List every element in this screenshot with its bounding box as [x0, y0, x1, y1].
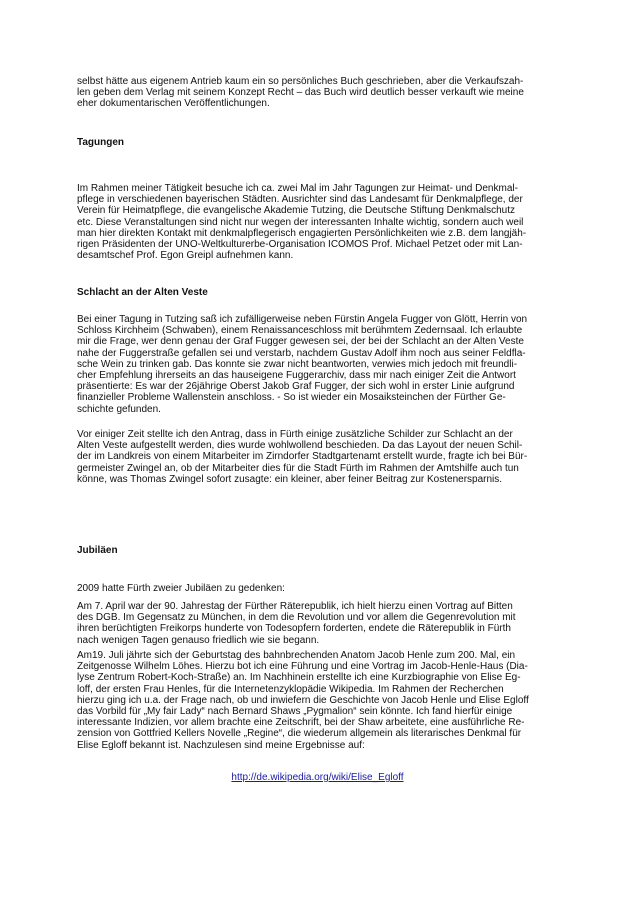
wikipedia-link-line [0, 772, 635, 783]
text-line: Schloss Kirchheim (Schwaben), einem Renaissanceschloss mit berühmtem Zedernsaal. Ich erlaubte [77, 325, 523, 337]
schlacht-paragraph-1 [77, 314, 577, 415]
heading-tagungen: Tagungen [77, 137, 125, 148]
text-line: pflege in verschiedenen bayerischen Städten. Ausrichter sind das Landesamt für Denkmalpflege, der [77, 194, 523, 206]
schlacht-paragraph-2 [77, 429, 577, 485]
text-line: etc. Diese Veranstaltungen sind nicht nur wegen der interessanten Inhalte wichtig, sondern auch weil [77, 216, 524, 228]
text-line: Im Rahmen meiner Tätigkeit besuche ich ca. zwei Mal im Jahr Tagungen zur Heimat- und Denkmal- [77, 183, 518, 194]
text-line: Vor einiger Zeit stellte ich den Antrag, dass in Fürth einige zusätzliche Schilder zur Schlacht an der [77, 429, 513, 440]
text-line: cher Empfehlung ihrerseits an das hauseigene Fuggerarchiv, dass mir nach einiger Zeit die Antwort [77, 370, 516, 382]
text-line: Am19. Juli jährte sich der Geburtstag des bahnbrechenden Anatom Jacob Henle zum 200. Mal, ein [77, 650, 516, 661]
heading-schlacht: Schlacht an der Alten Veste [77, 287, 208, 298]
text-line: Bei einer Tagung in Tutzing saß ich zufälligerweise neben Fürstin Angela Fugger von Glött, Herrin von [77, 314, 528, 325]
text-line: man hier direkten Kontakt mit denkmalpflegerisch engagierten Persönlichkeiten wie z.B. dem langjäh- [77, 227, 527, 239]
text-line: eher dokumentarischen Veröffentlichungen. [77, 98, 270, 110]
text-line: der im Landkreis von einem Mitarbeiter im Zirndorfer Stadtgartenamt erstellt wurde, fragte ich bei Bür- [77, 451, 528, 463]
text-line: lyse Zentrum Robert-Koch-Straße) an. Im Nachhinein erstellte ich eine Kurzbiographie von Elise Eg- [77, 672, 521, 684]
text-line: sche Wein zu trinken gab. Das konnte sie zwar nicht beantworten, verwies mich jedoch mit freundli- [77, 358, 518, 370]
text-line: ihren berüchtigten Freikorps hunderte von Todesopfern forderten, endete die Räterepublik in Fürth [77, 623, 511, 635]
jubilaeen-intro: 2009 hatte Fürth zweier Jubiläen zu gedenken: [77, 583, 285, 594]
text-line: hierzu ging ich u.a. der Frage nach, ob und inwiefern die Geschichte von Jacob Henle und Elise Egloff [77, 694, 529, 706]
text-line: len geben dem Verlag mit seinem Konzept Recht – das Buch wird deutlich besser verkauft wie meine [77, 87, 524, 99]
text-line: zension von Gottfried Kellers Novelle „Regine“, die wiederum allgemein als literarisches Denkmal für [77, 728, 522, 740]
jubilaeen-paragraph-2 [77, 650, 577, 751]
text-line: Verein für Heimatpflege, die evangelische Akademie Tutzing, die Deutsche Stiftung Denkmalschutz [77, 205, 516, 217]
text-line: rigen Präsidenten der UNO-Weltkulturerbe-Organisation ICOMOS Prof. Michael Petzet oder mit Lan- [77, 239, 523, 251]
text-line: selbst hätte aus eigenem Antrieb kaum ein so persönliches Buch geschrieben, aber die Verkaufszah- [77, 76, 524, 87]
heading-jubilaeen: Jubiläen [77, 545, 118, 556]
wikipedia-link[interactable]: http://de.wikipedia.org/wiki/Elise_Egloff [231, 772, 404, 783]
tagungen-paragraph [77, 183, 577, 261]
text-line: germeister Zwingel an, ob der Mitarbeiter dies für die Stadt Fürth im Rahmen der Amtshilfe auch tun [77, 462, 519, 474]
text-line: desamtschef Prof. Egon Greipl aufnehmen kann. [77, 250, 294, 262]
text-line: präsentierte: Es war der 26jährige Oberst Jakob Graf Fugger, der sich wohl in erster Linie aufgrund [77, 381, 515, 393]
text-line: könne, was Thomas Zwingel sofort zusagte: ein kleiner, aber feiner Beitrag zur Kostenersparnis. [77, 473, 503, 485]
text-line: Zeitgenosse Wilhelm Löhes. Hierzu bot ich eine Führung und eine Vortrag im Jacob-Henle-Haus (Dia- [77, 661, 528, 673]
jubilaeen-paragraph-1 [77, 601, 577, 646]
text-line: Am 7. April war der 90. Jahrestag der Fürther Räterepublik, ich hielt hierzu einen Vortrag auf Bitten [77, 601, 513, 612]
intro-paragraph [77, 76, 577, 110]
text-line: des DGB. Im Gegensatz zu München, in dem die Revolution und vor allem die Gegenrevolution mit [77, 612, 516, 624]
text-line: schichte gefunden. [77, 403, 161, 415]
text-line: finanzieller Probleme Wallenstein anschloss. - So ist wieder ein Mosaiksteinchen der Fürther Ge- [77, 392, 506, 404]
text-line: interessante Indizien, vor allem brachte eine Zeitschrift, bei der Shaw arbeitete, eine ausführliche Re- [77, 717, 525, 729]
text-line: nach wenigen Tagen genauso friedlich wie sie begann. [77, 634, 320, 646]
text-line: Alten Veste aufgestellt werden, dies wurde wohlwollend beschieden. Da das Layout der neuen Schil- [77, 440, 523, 452]
text-line: Elise Egloff bekannt ist. Nachzulesen sind meine Ergebnisse auf: [77, 739, 365, 751]
text-line: mir die Frage, wer denn genau der Graf Fugger gewesen sei, der bei der Schlacht an der Alten Veste [77, 336, 524, 348]
text-line: loff, der ersten Frau Henles, für die Internetenzyklopädie Wikipedia. Im Rahmen der Recherchen [77, 683, 504, 695]
text-line: das Vorbild für „My fair Lady“ nach Bernard Shaws „Pygmalion“ sein könnte. Ich fand hierfür einige [77, 706, 513, 718]
text-line: nahe der Fuggerstraße gefallen sei und verstarb, nachdem Gustav Adolf ihm noch aus seiner Feldfla- [77, 347, 526, 359]
